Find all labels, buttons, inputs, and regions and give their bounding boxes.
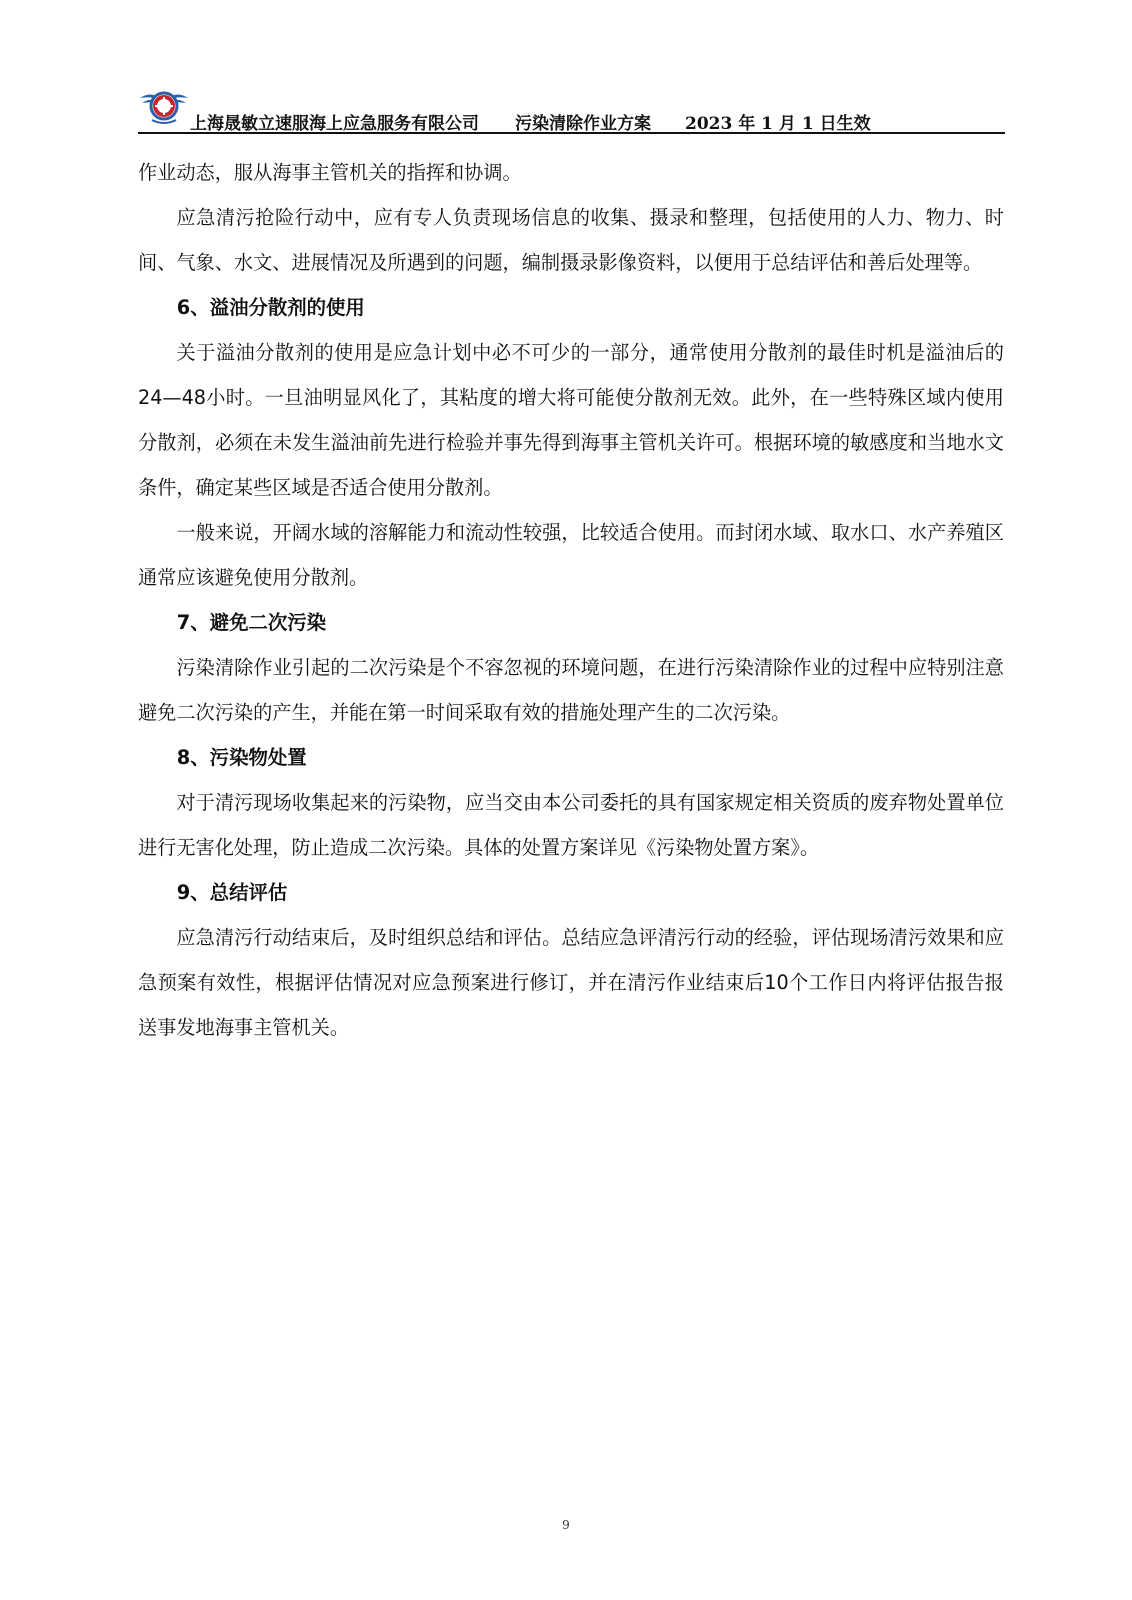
paragraph: 作业动态，服从海事主管机关的指挥和协调。 [138, 161, 522, 184]
header-company-name: 上海晟敏立速服海上应急服务有限公司 [190, 114, 479, 134]
paragraph: 污染清除作业引起的二次污染是个不容忽视的环境问题，在进行污染清除作业的过程中应特别注意避免二次污染的产生，并能在第一时间采取有效的措施处理产生的二次污染。 [138, 656, 1004, 724]
header-effective-date: 2023 年 1 月 1 日生效 [685, 114, 871, 134]
page-header [138, 84, 1005, 134]
paragraph: 一般来说，开阔水域的溶解能力和流动性较强，比较适合使用。而封闭水域、取水口、水产养殖区通常应该避免使用分散剂。 [138, 521, 1004, 589]
company-emblem-icon [138, 84, 190, 126]
section-heading: 6、溢油分散剂的使用 [176, 296, 365, 319]
header-document-title: 污染清除作业方案 [515, 114, 651, 134]
section-heading: 9、总结评估 [176, 881, 288, 904]
paragraph: 应急清污行动结束后，及时组织总结和评估。总结应急评清污行动的经验，评估现场清污效果和应急预案有效性，根据评估情况对应急预案进行修订，并在清污作业结束后10个工作日内将评估报告报送事发地海事主管机关。 [138, 926, 1004, 1039]
paragraph: 应急清污抢险行动中，应有专人负责现场信息的收集、摄录和整理，包括使用的人力、物力、时间、气象、水文、进展情况及所遇到的问题，编制摄录影像资料，以便用于总结评估和善后处理等。 [138, 206, 1004, 274]
page-number: 9 [562, 1518, 570, 1532]
header-text [190, 109, 871, 134]
section-heading: 8、污染物处置 [176, 746, 307, 769]
header-divider [138, 132, 1005, 134]
paragraph: 关于溢油分散剂的使用是应急计划中必不可少的一部分，通常使用分散剂的最佳时机是溢油后的24—48小时。一旦油明显风化了，其粘度的增大将可能使分散剂无效。此外，在一些特殊区域内使用分散剂，必须在未发生溢油前先进行检验并事先得到海事主管机关许可。根据环境的敏感度和当地水文条件，确定某些区域是否适合使用分散剂。 [138, 341, 1004, 499]
section-heading: 7、避免二次污染 [176, 611, 327, 634]
paragraph: 对于清污现场收集起来的污染物，应当交由本公司委托的具有国家规定相关资质的废弃物处置单位进行无害化处理，防止造成二次污染。具体的处置方案详见《污染物处置方案》。 [138, 791, 1004, 859]
document-body [138, 150, 1004, 1050]
